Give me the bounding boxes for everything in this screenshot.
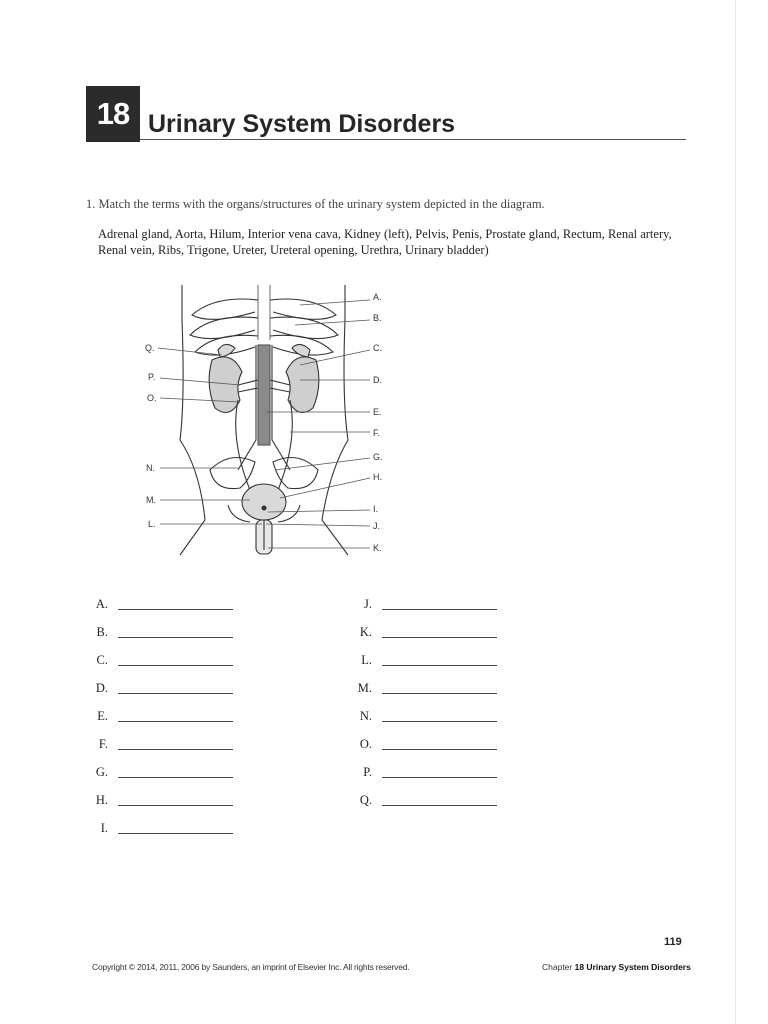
answer-a[interactable] — [95, 597, 270, 611]
diagram-label-n: N. — [146, 463, 155, 473]
answer-k[interactable] — [359, 625, 534, 639]
footer-chapter-title: 18 Urinary System Disorders — [574, 962, 691, 972]
answer-line[interactable] — [382, 665, 497, 666]
diagram-label-k: K. — [373, 543, 382, 553]
answer-d[interactable] — [95, 681, 270, 695]
answer-line[interactable] — [382, 777, 497, 778]
diagram-label-d: D. — [373, 375, 382, 385]
diagram-label-p: P. — [148, 372, 156, 382]
answer-label: G. — [95, 765, 108, 779]
diagram-label-i: I. — [373, 504, 379, 514]
answer-line[interactable] — [118, 637, 233, 638]
answer-label: C. — [96, 653, 108, 667]
answer-n[interactable] — [359, 709, 534, 723]
answer-label: H. — [95, 793, 108, 807]
page-number: 119 — [664, 936, 682, 948]
answer-label: O. — [359, 737, 372, 751]
answer-label: F. — [98, 737, 108, 751]
answer-line[interactable] — [118, 833, 233, 834]
diagram-label-g: G. — [373, 452, 383, 462]
answer-line[interactable] — [118, 665, 233, 666]
answer-line[interactable] — [382, 749, 497, 750]
answer-label: J. — [364, 597, 372, 611]
diagram-label-e: E. — [373, 407, 382, 417]
footer-chapter — [542, 962, 691, 972]
answer-g[interactable] — [95, 765, 270, 779]
answer-j[interactable] — [364, 597, 534, 611]
diagram-label-o: O. — [147, 393, 157, 403]
diagram-label-a: A. — [373, 292, 382, 302]
answer-o[interactable] — [359, 737, 534, 751]
diagram-label-h: H. — [373, 472, 382, 482]
copyright-notice: Copyright © 2014, 2011, 2006 by Saunders, an imprint of Elsevier Inc. All rights reserved. — [92, 962, 410, 972]
answer-line[interactable] — [382, 609, 497, 610]
diagram-label-b: B. — [373, 313, 382, 323]
answer-c[interactable] — [96, 653, 270, 667]
answer-line[interactable] — [382, 721, 497, 722]
answer-label: E. — [97, 709, 108, 723]
chapter-title: Urinary System Disorders — [148, 110, 456, 138]
answer-label: Q. — [359, 793, 372, 807]
answer-line[interactable] — [118, 609, 233, 610]
diagram-label-m: M. — [146, 495, 156, 505]
answer-f[interactable] — [100, 737, 270, 751]
answer-line[interactable] — [382, 637, 497, 638]
answer-h[interactable] — [95, 793, 270, 807]
answer-label: N. — [359, 709, 372, 723]
diagram-label-l: L. — [148, 519, 156, 529]
answer-label: I. — [100, 821, 108, 835]
answer-label: B. — [96, 625, 108, 639]
answer-e[interactable] — [97, 709, 270, 723]
terms-list: Adrenal gland, Aorta, Hilum, Interior vena cava, Kidney (left), Pelvis, Penis, Prostate gland, Rectum, Renal artery, Renal vein, Ribs, Trigone, Ureter, Ureteral opening, Urethra, Urinary bladder) — [98, 227, 672, 257]
chapter-number-badge: 18 — [86, 86, 140, 142]
answer-label: M. — [357, 681, 372, 695]
diagram-label-c: C. — [373, 343, 382, 353]
answer-q[interactable] — [359, 793, 534, 807]
answer-line[interactable] — [118, 777, 233, 778]
answer-label: A. — [95, 597, 108, 611]
footer-chapter-prefix: Chapter — [542, 962, 575, 972]
answer-i[interactable] — [100, 821, 270, 835]
answer-line[interactable] — [118, 693, 233, 694]
answer-p[interactable] — [364, 765, 534, 779]
answer-m[interactable] — [357, 681, 534, 695]
answer-line[interactable] — [382, 805, 497, 806]
answer-line[interactable] — [118, 721, 233, 722]
answer-label: D. — [95, 681, 108, 695]
diagram-label-f: F. — [373, 428, 381, 438]
answer-label: P. — [363, 765, 372, 779]
answer-line[interactable] — [118, 805, 233, 806]
diagram-label-j: J. — [373, 521, 381, 531]
answer-line[interactable] — [118, 749, 233, 750]
diagram-label-q: Q. — [145, 343, 155, 353]
answer-b[interactable] — [96, 625, 270, 639]
question-text: 1. Match the terms with the organs/structures of the urinary system depicted in the diagram. — [86, 197, 545, 211]
answer-line[interactable] — [382, 693, 497, 694]
answer-l[interactable] — [361, 653, 534, 667]
answer-label: K. — [359, 625, 372, 639]
answer-label: L. — [361, 653, 372, 667]
